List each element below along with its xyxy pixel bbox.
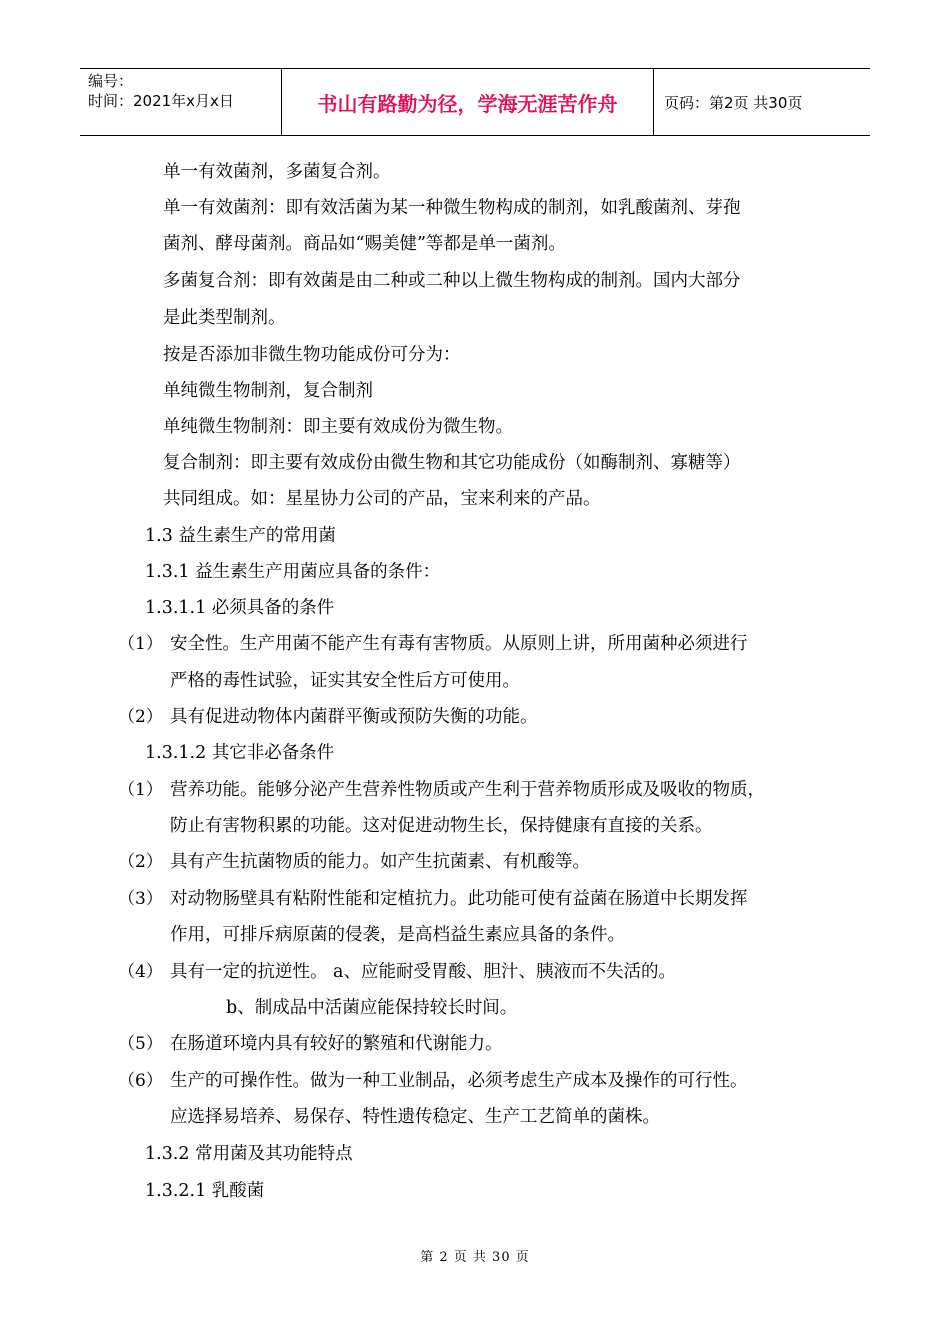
list-number: （2） bbox=[118, 707, 163, 727]
page-header bbox=[80, 68, 870, 136]
list-item-text: 严格的毒性试验，证实其安全性后方可使用。 bbox=[170, 671, 520, 691]
list-number: （1） bbox=[118, 780, 163, 800]
section-heading: 1.3.2 常用菌及其功能特点 bbox=[145, 1144, 353, 1164]
list-number: （3） bbox=[118, 889, 163, 909]
text-line: 多菌复合剂：即有效菌是由二种或二种以上微生物构成的制剂。国内大部分 bbox=[163, 271, 741, 291]
list-item-text: 在肠道环境内具有较好的繁殖和代谢能力。 bbox=[170, 1034, 503, 1054]
text-line: 复合制剂：即主要有效成份由微生物和其它功能成份（如酶制剂、寡糖等） bbox=[163, 453, 741, 473]
section-heading: 1.3 益生素生产的常用菌 bbox=[145, 526, 336, 546]
list-item-text: 具有促进动物体内菌群平衡或预防失衡的功能。 bbox=[170, 707, 538, 727]
text-line: 单一有效菌剂：即有效活菌为某一种微生物构成的制剂，如乳酸菌剂、芽孢 bbox=[163, 198, 741, 218]
list-item-text: 具有一定的抗逆性。 a、应能耐受胃酸、胆汁、胰液而不失活的。 bbox=[170, 962, 676, 982]
list-item-text: b、制成品中活菌应能保持较长时间。 bbox=[226, 998, 518, 1018]
list-item-text: 营养功能。能够分泌产生营养性物质或产生利于营养物质形成及吸收的物质， bbox=[170, 780, 765, 800]
header-info bbox=[80, 69, 282, 135]
list-number: （2） bbox=[118, 852, 163, 872]
list-number: （4） bbox=[118, 962, 163, 982]
text-line: 单纯微生物制剂，复合制剂 bbox=[163, 381, 373, 401]
list-number: （6） bbox=[118, 1071, 163, 1091]
section-heading: 1.3.1 益生素生产用菌应具备的条件： bbox=[145, 562, 441, 582]
section-heading: 1.3.1.1 必须具备的条件 bbox=[145, 598, 335, 618]
text-line: 是此类型制剂。 bbox=[163, 308, 286, 328]
list-item-text: 防止有害物积累的功能。这对促进动物生长，保持健康有直接的关系。 bbox=[170, 816, 713, 836]
section-heading: 1.3.2.1 乳酸菌 bbox=[145, 1181, 265, 1201]
header-page-number: 页码：第2页 共30页 bbox=[664, 93, 803, 112]
section-heading: 1.3.1.2 其它非必备条件 bbox=[145, 743, 335, 763]
text-line: 按是否添加非微生物功能成份可分为： bbox=[163, 345, 461, 365]
header-number: 编号： bbox=[88, 72, 134, 90]
page-footer: 第 2 页 共 30 页 bbox=[420, 1250, 530, 1265]
list-number: （5） bbox=[118, 1034, 163, 1054]
list-item-text: 作用，可排斥病原菌的侵袭，是高档益生素应具备的条件。 bbox=[170, 925, 625, 945]
list-item-text: 具有产生抗菌物质的能力。如产生抗菌素、有机酸等。 bbox=[170, 852, 590, 872]
list-item-text: 应选择易培养、易保存、特性遗传稳定、生产工艺简单的菌株。 bbox=[170, 1107, 660, 1127]
list-item-text: 生产的可操作性。做为一种工业制品，必须考虑生产成本及操作的可行性。 bbox=[170, 1071, 748, 1091]
list-item-text: 安全性。生产用菌不能产生有毒有害物质。从原则上讲，所用菌种必须进行 bbox=[170, 634, 748, 654]
text-line: 单纯微生物制剂：即主要有效成份为微生物。 bbox=[163, 417, 513, 437]
list-item-text: 对动物肠壁具有粘附性能和定植抗力。此功能可使有益菌在肠道中长期发挥 bbox=[170, 889, 748, 909]
text-line: 菌剂、酵母菌剂。商品如“赐美健”等都是单一菌剂。 bbox=[163, 234, 566, 254]
text-line: 单一有效菌剂，多菌复合剂。 bbox=[163, 162, 391, 182]
header-motto: 书山有路勤为径，学海无涯苦作舟 bbox=[282, 69, 654, 135]
text-line: 共同组成。如：星星协力公司的产品，宝来利来的产品。 bbox=[163, 489, 601, 509]
header-date: 时间：2021年x月x日 bbox=[88, 92, 234, 110]
list-number: （1） bbox=[118, 634, 163, 654]
